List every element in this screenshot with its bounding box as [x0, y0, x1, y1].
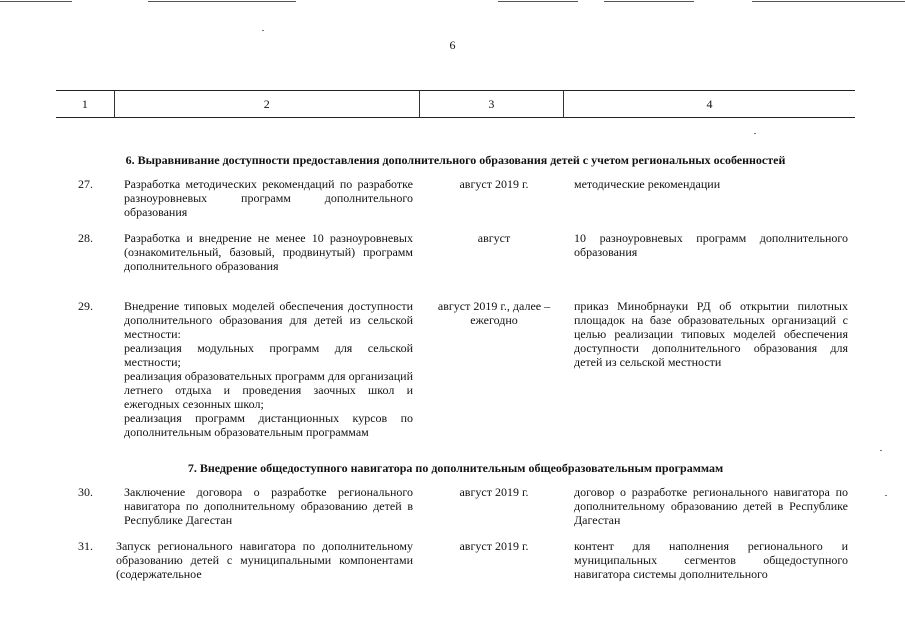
column-header-1: 1: [81, 97, 88, 111]
deadline-cell: август 2019 г., далее – ежегодно: [437, 299, 551, 327]
activity-text: Внедрение типовых моделей обеспечения доступности дополнительного образования для детей из сельской местности:: [124, 299, 413, 341]
activity-cell: [124, 299, 413, 439]
activity-cell: [116, 539, 413, 581]
row-number: 28.: [78, 231, 93, 245]
section-title: 6. Выравнивание доступности предоставления дополнительного образования детей с учетом региональных особенностей: [125, 153, 786, 167]
result-cell: приказ Минобрнауки РД об открытии пилотных площадок на базе образовательных организаций с целью реализации типовых моделей обеспечения доступности дополнительного образования для детей из сельской местности: [574, 299, 848, 369]
activity-text: реализация программ дистанционных курсов по дополнительным образовательным программам: [124, 411, 413, 439]
activity-text: Разработка методических рекомендаций по разработке разноуровневых программ дополнительного образования: [124, 177, 413, 219]
deadline-cell: август 2019 г.: [459, 485, 529, 499]
scan-artifact-line: [752, 1, 905, 2]
column-header-row: [56, 90, 855, 118]
deadline-cell: август: [477, 231, 511, 245]
page-number: 6: [449, 38, 456, 52]
scan-artifact-line: [498, 1, 578, 2]
scan-speck: [754, 133, 756, 134]
deadline-cell: август 2019 г.: [459, 539, 529, 553]
activity-text: Запуск регионального навигатора по дополнительному образованию детей с муниципальными компонентами (содержательное: [116, 539, 413, 581]
row-number: 29.: [78, 299, 93, 313]
activity-text: реализация модульных программ для сельской местности;: [124, 341, 413, 369]
activity-text: Разработка и внедрение не менее 10 разноуровневых (ознакомительный, базовый, продвинутый) программ дополнительного образования: [124, 231, 413, 273]
activity-cell: [124, 231, 413, 273]
result-cell: 10 разноуровневых программ дополнительного образования: [574, 231, 848, 259]
scan-artifact-line: [0, 1, 72, 2]
scan-speck: [880, 450, 882, 451]
activity-cell: [124, 485, 413, 527]
result-cell: методические рекомендации: [574, 177, 721, 191]
activity-text: Заключение договора о разработке регионального навигатора по дополнительному образованию детей в Республике Дагестан: [124, 485, 413, 527]
scan-speck: [262, 30, 264, 31]
row-number: 31.: [78, 539, 93, 553]
result-cell: контент для наполнения регионального и муниципальных сегментов общедоступного навигатора системы дополнительного: [574, 539, 848, 581]
section-title: 7. Внедрение общедоступного навигатора по дополнительным общеобразовательным программам: [187, 461, 724, 475]
activity-cell: [124, 177, 413, 219]
scan-speck: [885, 495, 887, 496]
column-header-4: 4: [563, 91, 855, 117]
deadline-cell: август 2019 г.: [459, 177, 529, 191]
column-header-3: 3: [419, 91, 563, 117]
result-cell: договор о разработке регионального навигатора по дополнительному образованию детей в Республике Дагестан: [574, 485, 848, 527]
row-number: 27.: [78, 177, 93, 191]
scan-artifact-line: [604, 1, 694, 2]
scan-artifact-line: [148, 1, 296, 2]
column-header-2: 2: [114, 91, 419, 117]
activity-text: реализация образовательных программ для организаций летнего отдыха и проведения заочных школ и ежегодных сезонных школ;: [124, 369, 413, 411]
row-number: 30.: [78, 485, 93, 499]
